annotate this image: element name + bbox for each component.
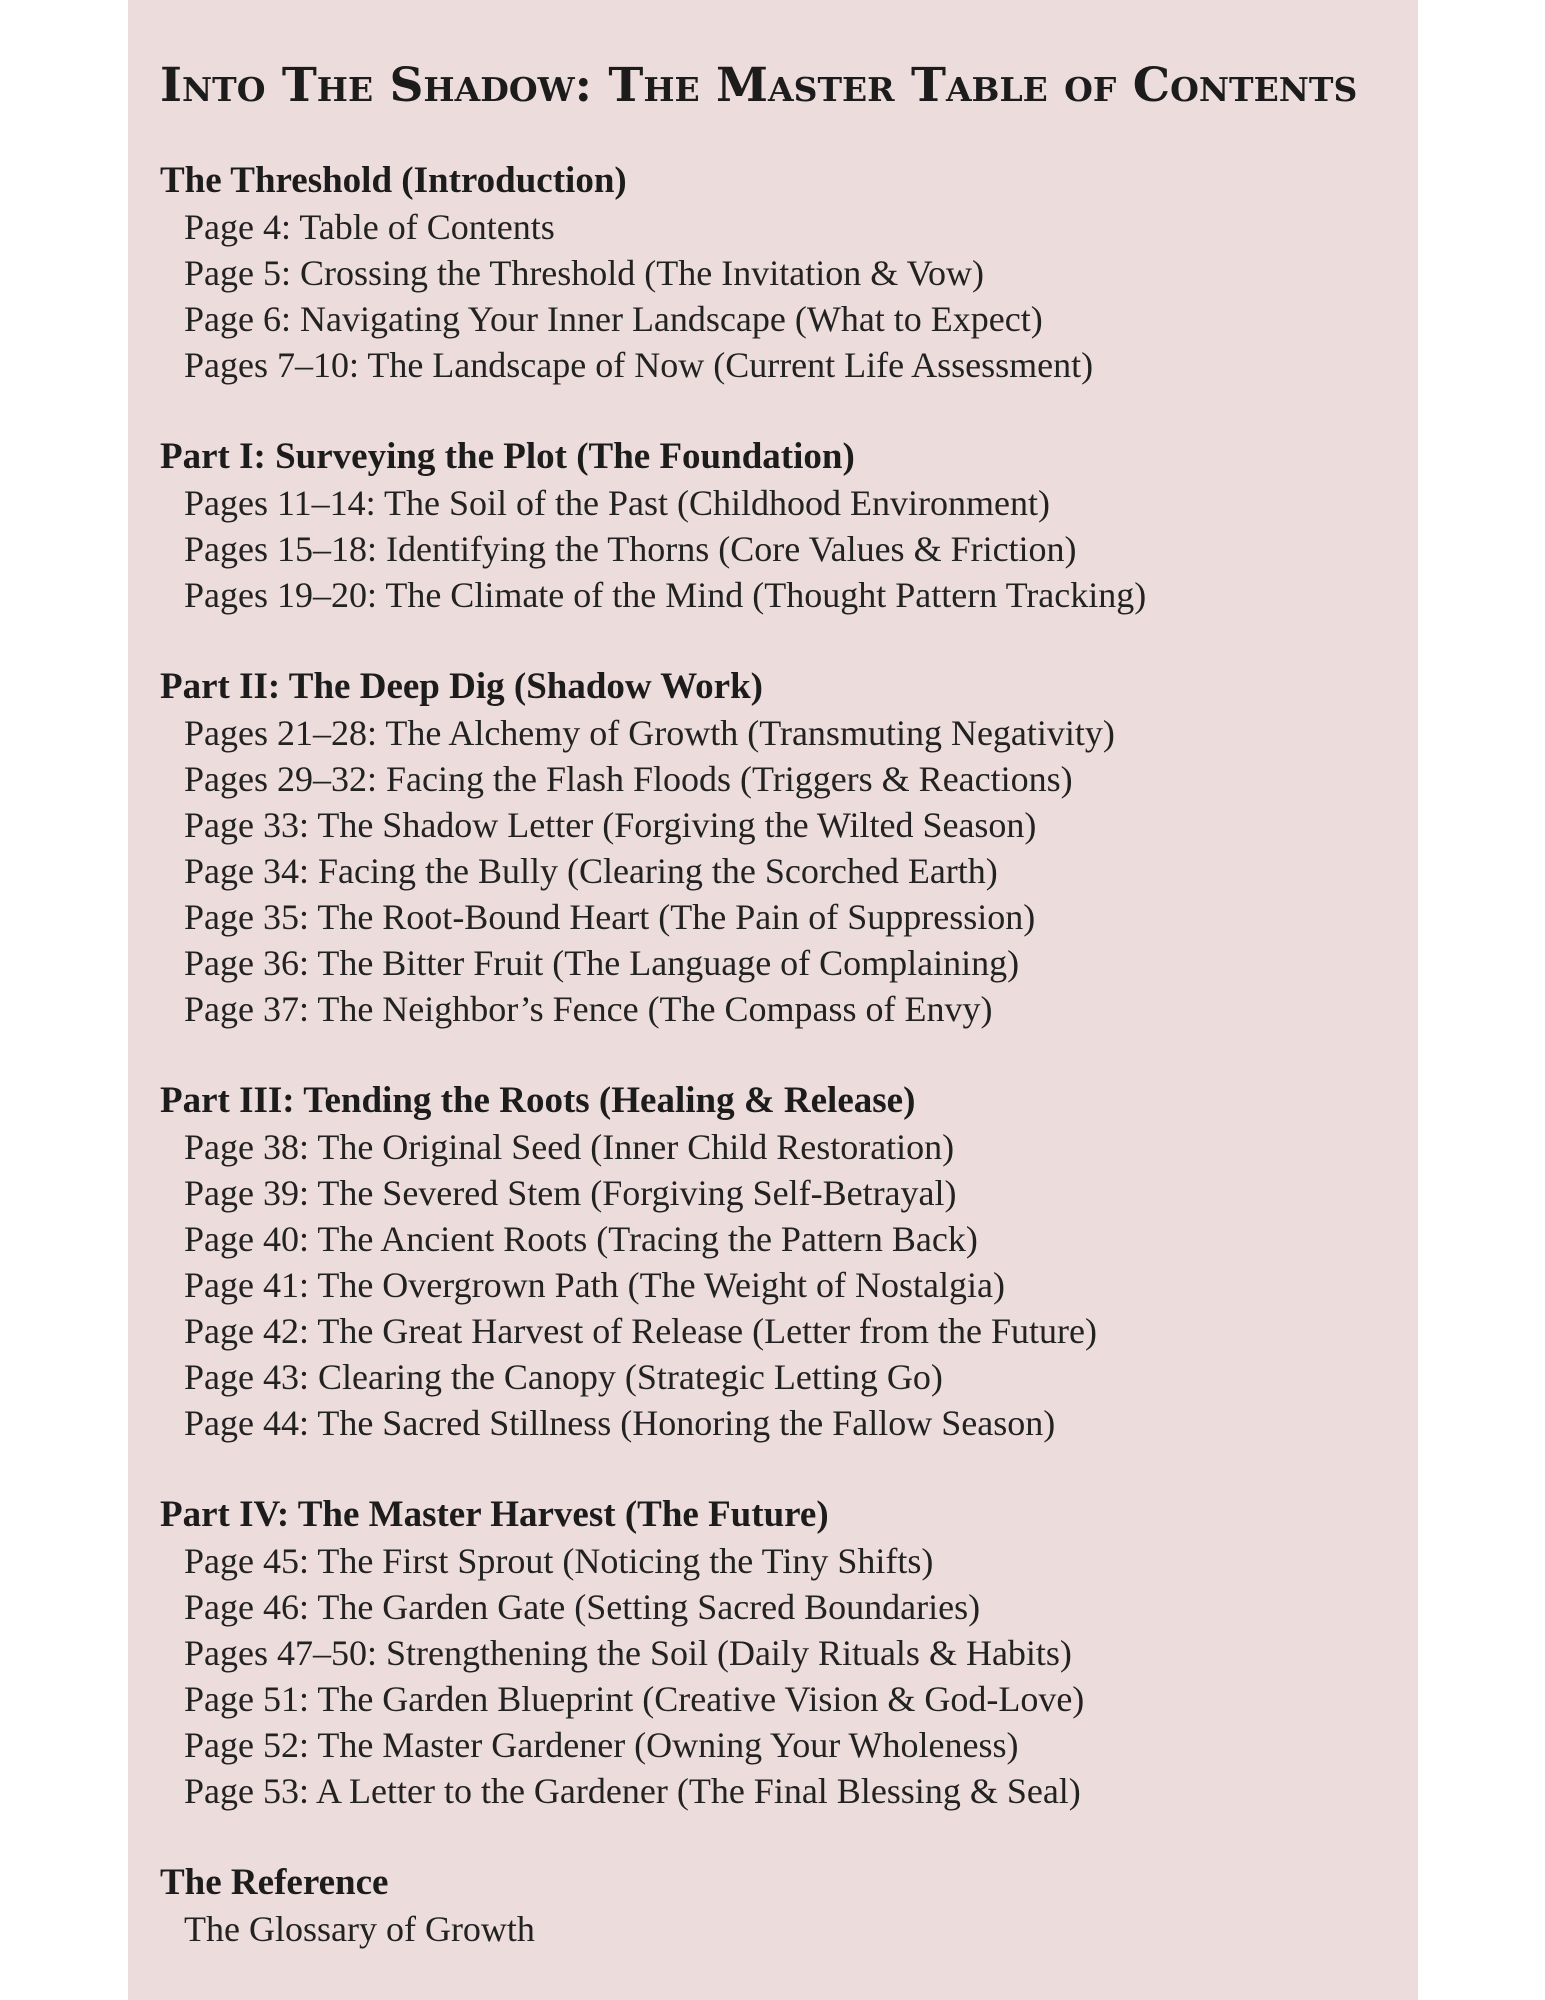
- section-heading: The Reference: [160, 1862, 389, 1903]
- toc-entry: Page 4: Table of Contents: [184, 207, 555, 247]
- toc-entry: Page 40: The Ancient Roots (Tracing the Pattern Back): [184, 1219, 978, 1259]
- toc-entry: Page 33: The Shadow Letter (Forgiving the Wilted Season): [184, 805, 1037, 845]
- toc-entry: Pages 15–18: Identifying the Thorns (Core Values & Friction): [184, 529, 1077, 569]
- toc-entry: Page 37: The Neighbor’s Fence (The Compass of Envy): [184, 989, 993, 1029]
- toc-section-part-4: [160, 1492, 1400, 1814]
- toc-entry: Page 46: The Garden Gate (Setting Sacred Boundaries): [184, 1587, 981, 1627]
- toc-entry: Page 34: Facing the Bully (Clearing the Scorched Earth): [184, 851, 998, 891]
- section-heading: Part II: The Deep Dig (Shadow Work): [160, 666, 764, 707]
- toc-entry: Page 39: The Severed Stem (Forgiving Self-Betrayal): [184, 1173, 957, 1213]
- toc-entry: Page 43: Clearing the Canopy (Strategic Letting Go): [184, 1357, 943, 1397]
- toc-entry: Pages 7–10: The Landscape of Now (Current Life Assessment): [184, 345, 1094, 385]
- toc-section-reference: [160, 1860, 1400, 1952]
- toc-entry: Page 53: A Letter to the Gardener (The Final Blessing & Seal): [184, 1771, 1081, 1811]
- table-of-contents: [160, 158, 1400, 1998]
- toc-entry: Page 38: The Original Seed (Inner Child Restoration): [184, 1127, 955, 1167]
- toc-entry: Page 6: Navigating Your Inner Landscape (What to Expect): [184, 299, 1043, 339]
- toc-entry: Page 41: The Overgrown Path (The Weight of Nostalgia): [184, 1265, 1005, 1305]
- toc-section-part-2: [160, 664, 1400, 1032]
- toc-entry: Pages 29–32: Facing the Flash Floods (Triggers & Reactions): [184, 759, 1073, 799]
- toc-entry: Page 51: The Garden Blueprint (Creative Vision & God-Love): [184, 1679, 1085, 1719]
- section-heading: Part III: Tending the Roots (Healing & Release): [160, 1080, 916, 1121]
- section-heading: Part I: Surveying the Plot (The Foundation): [160, 436, 855, 477]
- toc-entry: Page 35: The Root-Bound Heart (The Pain of Suppression): [184, 897, 1036, 937]
- toc-entry: Page 45: The First Sprout (Noticing the Tiny Shifts): [184, 1541, 934, 1581]
- toc-entry: Page 36: The Bitter Fruit (The Language of Complaining): [184, 943, 1020, 983]
- toc-section-threshold: [160, 158, 1400, 388]
- toc-entry: Page 44: The Sacred Stillness (Honoring the Fallow Season): [184, 1403, 1056, 1443]
- page-title: Into The Shadow: The Master Table of Contents: [160, 58, 1358, 113]
- toc-entry: Page 52: The Master Gardener (Owning Your Wholeness): [184, 1725, 1019, 1765]
- toc-entry: The Glossary of Growth: [184, 1909, 535, 1949]
- toc-entry: Pages 47–50: Strengthening the Soil (Daily Rituals & Habits): [184, 1633, 1072, 1673]
- toc-entry: Page 5: Crossing the Threshold (The Invitation & Vow): [184, 253, 984, 293]
- toc-entry: Pages 19–20: The Climate of the Mind (Thought Pattern Tracking): [184, 575, 1147, 615]
- toc-entry: Pages 21–28: The Alchemy of Growth (Transmuting Negativity): [184, 713, 1115, 753]
- toc-entry: Page 42: The Great Harvest of Release (Letter from the Future): [184, 1311, 1097, 1351]
- section-heading: The Threshold (Introduction): [160, 160, 627, 201]
- section-heading: Part IV: The Master Harvest (The Future): [160, 1494, 829, 1535]
- toc-section-part-3: [160, 1078, 1400, 1446]
- toc-section-part-1: [160, 434, 1400, 618]
- toc-entry: Pages 11–14: The Soil of the Past (Childhood Environment): [184, 483, 1050, 523]
